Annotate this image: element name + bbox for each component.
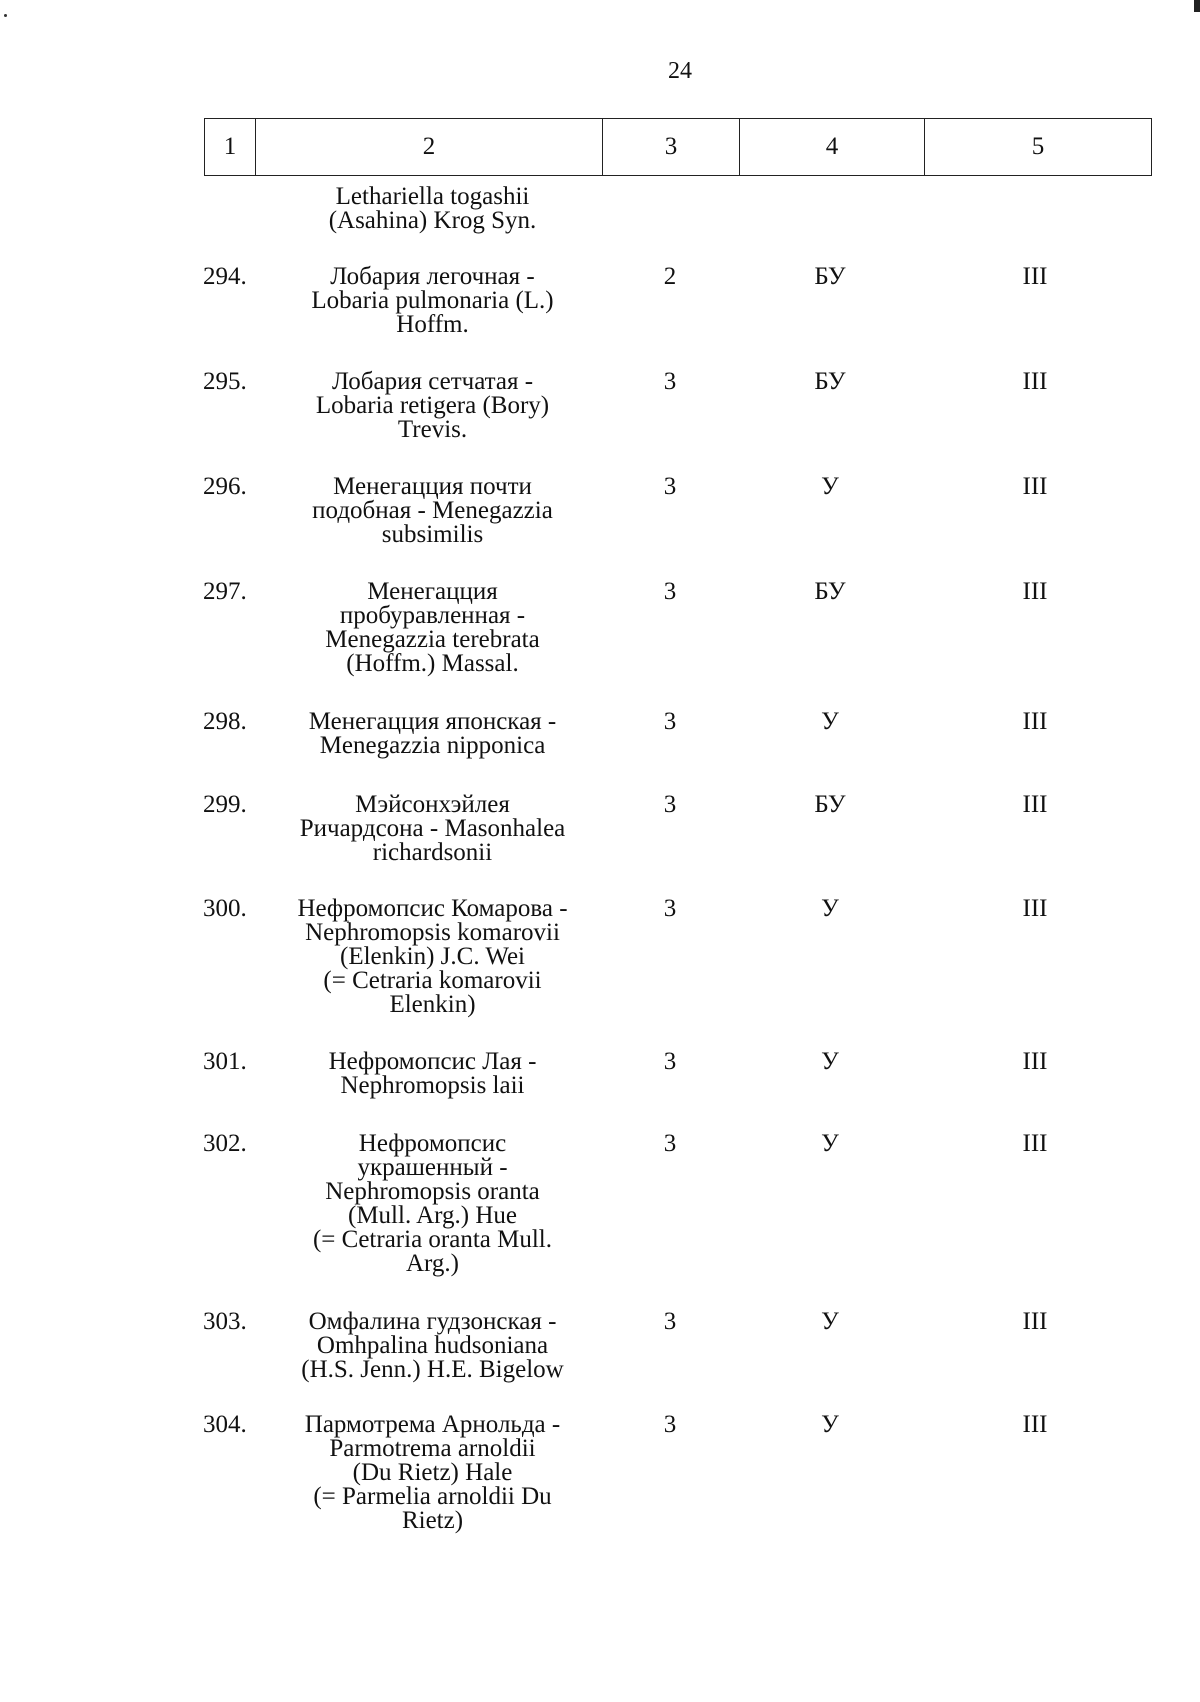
priority-value: III bbox=[1022, 1308, 1048, 1335]
priority-value: III bbox=[1022, 895, 1048, 922]
priority-value: III bbox=[1022, 1130, 1048, 1157]
species-name: Менегацция пробуравленная - Menegazzia terebrata (Hoffm.) Massal. bbox=[325, 578, 540, 677]
header-col-1: 1 bbox=[205, 119, 256, 175]
page-number: 24 bbox=[668, 58, 692, 84]
category-value: 3 bbox=[663, 708, 677, 735]
category-value: 3 bbox=[663, 895, 677, 922]
species-name: Менегацция японская - Menegazzia nipponica bbox=[308, 708, 557, 759]
species-name: Пармотрема Арнольда - Parmotrema arnoldii (Du Rietz) Hale (= Parmelia arnoldii Du Rietz) bbox=[304, 1411, 561, 1534]
species-name: Менегацция почти подобная - Menegazzia subsimilis bbox=[312, 473, 553, 548]
header-col-5: 5 bbox=[1031, 133, 1045, 160]
category-value: 3 bbox=[663, 791, 677, 818]
species-name: Нефромопсис Комарова - Nephromopsis komarovii (Elenkin) J.C. Wei (= Cetraria komarovii Elenkin) bbox=[297, 895, 568, 1018]
status-value: У bbox=[821, 1411, 839, 1438]
status-value: У bbox=[821, 708, 839, 735]
species-name: Мэйсонхэйлея Ричардсона - Masonhalea richardsonii bbox=[299, 791, 566, 866]
priority-value: III bbox=[1022, 263, 1048, 290]
priority-value: III bbox=[1022, 708, 1048, 735]
priority-value: III bbox=[1022, 368, 1048, 395]
status-value: БУ bbox=[814, 263, 846, 290]
row-number: 298. bbox=[203, 708, 247, 735]
species-name: Нефромопсис украшенный - Nephromopsis oranta (Mull. Arg.) Hue (= Cetraria oranta Mull. Arg.) bbox=[312, 1130, 552, 1277]
header-col-3: 3 bbox=[603, 119, 740, 175]
status-value: У bbox=[821, 1048, 839, 1075]
category-value: 3 bbox=[663, 1048, 677, 1075]
status-value: У bbox=[821, 1130, 839, 1157]
priority-value: III bbox=[1022, 1048, 1048, 1075]
row-number: 299. bbox=[203, 791, 247, 818]
priority-value: III bbox=[1022, 578, 1048, 605]
status-value: БУ bbox=[814, 578, 846, 605]
category-value: 3 bbox=[663, 473, 677, 500]
row-number: 296. bbox=[203, 473, 247, 500]
status-value: У bbox=[821, 473, 839, 500]
priority-value: III bbox=[1022, 1411, 1048, 1438]
species-name: Нефромопсис Лая - Nephromopsis laii bbox=[328, 1048, 537, 1099]
species-name: Лобария сетчатая - Lobaria retigera (Bory) Trevis. bbox=[315, 368, 550, 443]
row-number: 303. bbox=[203, 1308, 247, 1335]
row-number: 297. bbox=[203, 578, 247, 605]
status-value: БУ bbox=[814, 368, 846, 395]
row-number: 300. bbox=[203, 895, 247, 922]
category-value: 3 bbox=[663, 1411, 677, 1438]
row-number: 304. bbox=[203, 1411, 247, 1438]
species-name: Омфалина гудзонская - Omhpalina hudsoniana (H.S. Jenn.) H.E. Bigelow bbox=[301, 1308, 564, 1383]
status-value: У bbox=[821, 895, 839, 922]
status-value: У bbox=[821, 1308, 839, 1335]
row-number: 294. bbox=[203, 263, 247, 290]
row-number: 302. bbox=[203, 1130, 247, 1157]
category-value: 3 bbox=[663, 578, 677, 605]
header-col-2: 2 bbox=[256, 119, 603, 175]
category-value: 3 bbox=[663, 368, 677, 395]
priority-value: III bbox=[1022, 473, 1048, 500]
category-value: 2 bbox=[663, 263, 677, 290]
species-name: Лобария легочная - Lobaria pulmonaria (L.) Hoffm. bbox=[311, 263, 554, 338]
header-col-4: 4 bbox=[740, 119, 925, 175]
category-value: 3 bbox=[663, 1308, 677, 1335]
row-number: 301. bbox=[203, 1048, 247, 1075]
priority-value: III bbox=[1022, 791, 1048, 818]
category-value: 3 bbox=[663, 1130, 677, 1157]
row-number: 295. bbox=[203, 368, 247, 395]
status-value: БУ bbox=[814, 791, 846, 818]
species-name: Lethariella togashii (Asahina) Krog Syn. bbox=[328, 183, 537, 234]
